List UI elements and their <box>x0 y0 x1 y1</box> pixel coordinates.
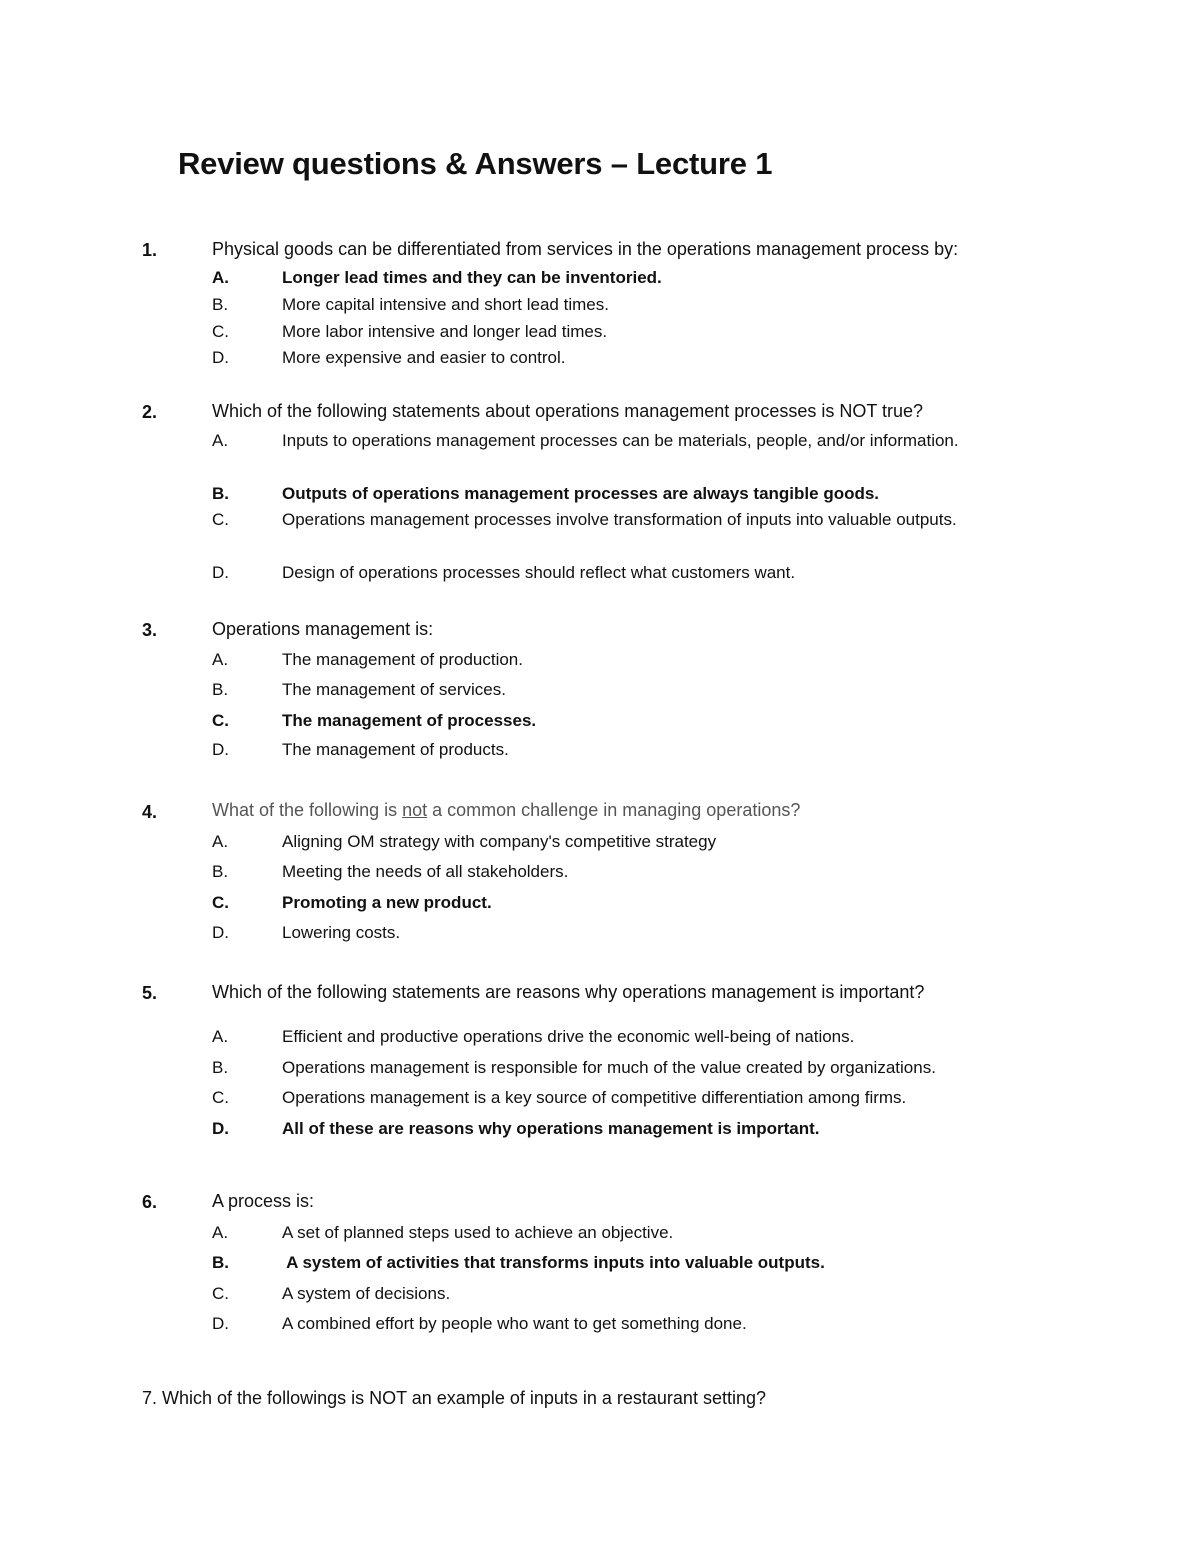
q6-option-a-letter: A. <box>212 1223 229 1242</box>
q6-option-d-text: A combined effort by people who want to get something done. <box>282 1314 747 1333</box>
question-3-number: 3. <box>142 620 158 640</box>
page-title: Review questions & Answers – Lecture 1 <box>178 146 773 181</box>
q1-option-c-letter: C. <box>212 322 229 341</box>
question-2-number: 2. <box>142 402 158 422</box>
q3-option-b-text: The management of services. <box>282 680 506 699</box>
q4-option-a-text: Aligning OM strategy with company's competitive strategy <box>282 832 717 851</box>
question-6-number: 6. <box>142 1192 158 1212</box>
q2-option-b-letter: B. <box>212 484 229 503</box>
question-3-text: Operations management is: <box>212 619 434 639</box>
question-1-text: Physical goods can be differentiated from services in the operations management process by: <box>212 239 959 259</box>
q6-option-a-text: A set of planned steps used to achieve an objective. <box>282 1223 674 1242</box>
q2-option-a-letter: A. <box>212 431 229 450</box>
question-7-text: 7. Which of the followings is NOT an example of inputs in a restaurant setting? <box>142 1388 766 1408</box>
q1-option-b-text: More capital intensive and short lead times. <box>282 295 609 314</box>
q2-option-a-text: Inputs to operations management processes can be materials, people, and/or information. <box>282 431 959 450</box>
q4-option-b-letter: B. <box>212 862 229 881</box>
q2-option-d-text: Design of operations processes should reflect what customers want. <box>282 563 796 582</box>
q5-option-b-text: Operations management is responsible for much of the value created by organizations. <box>282 1058 936 1077</box>
question-4-text: What of the following is not a common challenge in managing operations? <box>212 800 801 820</box>
question-6-text: A process is: <box>212 1191 315 1211</box>
q5-option-c-letter: C. <box>212 1088 229 1107</box>
q1-option-b-letter: B. <box>212 295 229 314</box>
q2-option-c-text: Operations management processes involve transformation of inputs into valuable outputs. <box>282 510 957 529</box>
q4-option-a-letter: A. <box>212 832 229 851</box>
q4-option-c-text: Promoting a new product. <box>282 893 492 912</box>
question-5-text: Which of the following statements are reasons why operations management is important? <box>212 982 925 1002</box>
q5-option-a-text: Efficient and productive operations drive the economic well-being of nations. <box>282 1027 855 1046</box>
q1-option-d-letter: D. <box>212 348 229 367</box>
question-4-number: 4. <box>142 802 158 822</box>
q4-option-d-text: Lowering costs. <box>282 923 401 942</box>
q5-option-b-letter: B. <box>212 1058 229 1077</box>
q2-option-b-text: Outputs of operations management processes are always tangible goods. <box>282 484 880 503</box>
q3-option-c-text: The management of processes. <box>282 711 537 730</box>
q6-option-c-text: A system of decisions. <box>282 1284 451 1303</box>
q6-option-c-letter: C. <box>212 1284 229 1303</box>
q5-option-d-text: All of these are reasons why operations management is important. <box>282 1119 820 1138</box>
q3-option-d-text: The management of products. <box>282 740 509 759</box>
question-2-text: Which of the following statements about operations management processes is NOT true? <box>212 401 924 421</box>
q5-option-d-letter: D. <box>212 1119 229 1138</box>
q3-option-a-text: The management of production. <box>282 650 523 669</box>
q3-option-a-letter: A. <box>212 650 229 669</box>
question-5-number: 5. <box>142 983 158 1003</box>
q1-option-c-text: More labor intensive and longer lead times. <box>282 322 608 341</box>
q2-option-c-letter: C. <box>212 510 229 529</box>
q6-option-d-letter: D. <box>212 1314 229 1333</box>
q4-option-d-letter: D. <box>212 923 229 942</box>
q3-option-c-letter: C. <box>212 711 229 730</box>
q4-option-c-letter: C. <box>212 893 229 912</box>
q5-option-c-text: Operations management is a key source of competitive differentiation among firms. <box>282 1088 907 1107</box>
q1-option-a-text: Longer lead times and they can be inventoried. <box>282 268 662 287</box>
q3-option-d-letter: D. <box>212 740 229 759</box>
question-1-number: 1. <box>142 240 158 260</box>
q3-option-b-letter: B. <box>212 680 229 699</box>
q2-option-d-letter: D. <box>212 563 229 582</box>
q6-option-b-letter: B. <box>212 1253 229 1272</box>
q5-option-a-letter: A. <box>212 1027 229 1046</box>
q6-option-b-text: A system of activities that transforms inputs into valuable outputs. <box>282 1253 825 1272</box>
q4-option-b-text: Meeting the needs of all stakeholders. <box>282 862 569 881</box>
q1-option-a-letter: A. <box>212 268 229 287</box>
q1-option-d-text: More expensive and easier to control. <box>282 348 566 367</box>
